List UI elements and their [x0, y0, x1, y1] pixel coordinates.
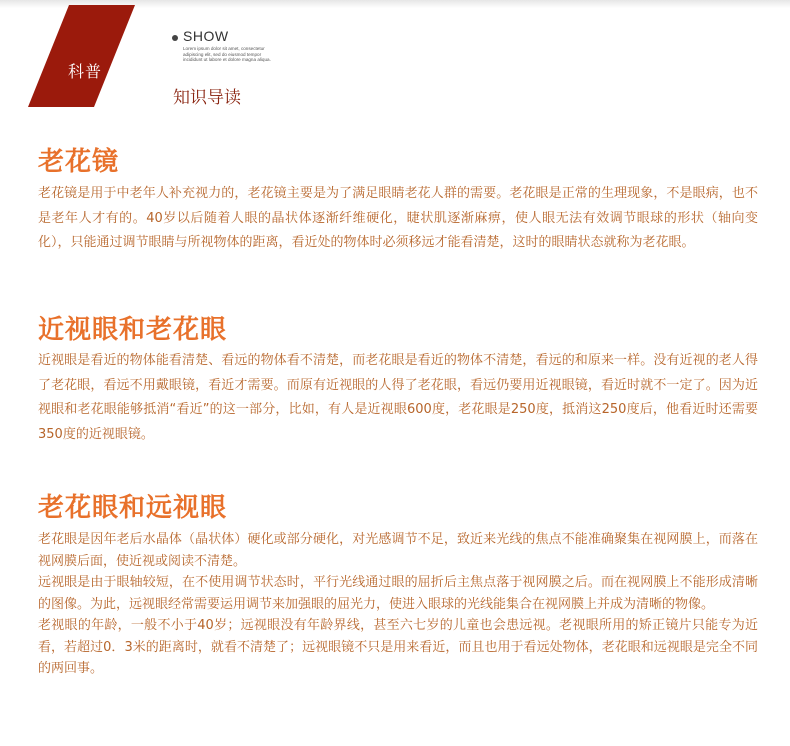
section-title: 老花眼和远视眼 [38, 493, 228, 523]
section-reading-glasses [38, 145, 758, 256]
bullet-dot-icon [172, 35, 178, 41]
lorem-caption: Lorem ipsum dolor sit amet, consectetur adipiscing elit, sed do eiusmod tempor incididunt ut labore et dolore magna aliqua. [183, 46, 271, 62]
section-paragraph: 老视眼的年龄，一般不小于40岁；远视眼没有年龄界线，甚至六七岁的儿童也会患远视。老视眼所用的矫正镜片只能专为近看，若超过0．3米的距离时，就看不清楚了；远视眼镜不只是用来看近，而且也用于看远处物体，老花眼和远视眼是完全不同的两回事。 [38, 618, 758, 676]
section-subtitle: 知识导读 [173, 88, 241, 108]
category-tag [28, 5, 135, 107]
show-label: SHOW [183, 28, 229, 44]
section-title: 老花镜 [38, 147, 120, 177]
section-paragraph: 老花眼是因年老后水晶体（晶状体）硬化或部分硬化，对光感调节不足，致近来光线的焦点不能准确聚集在视网膜上，而落在视网膜后面，使近视或阅读不清楚。 [38, 532, 758, 569]
section-presbyopia-hyperopia [38, 491, 758, 680]
category-tag-label: 科普 [68, 62, 103, 81]
header [0, 0, 790, 120]
section-myopia-presbyopia [38, 313, 758, 447]
section-paragraph: 老花镜是用于中老年人补充视力的，老花镜主要是为了满足眼睛老花人群的需要。老花眼是正常的生理现象，不是眼病，也不是老年人才有的。40岁以后随着人眼的晶状体逐渐纤维硬化，睫状肌逐渐麻痹，使人眼无法有效调节眼球的形状（轴向变化），只能通过调节眼睛与所视物体的距离，看近处的物体时必须移远才能看清楚，这时的眼睛状态就称为老花眼。 [38, 186, 758, 250]
section-title: 近视眼和老花眼 [38, 315, 228, 345]
section-paragraph: 近视眼是看近的物体能看清楚、看远的物体看不清楚，而老花眼是看近的物体不清楚，看远的和原来一样。没有近视的老人得了老花眼，看远不用戴眼镜，看近才需要。而原有近视眼的人得了老花眼，看远仍要用近视眼镜，看近时就不一定了。因为近视眼和老花眼能够抵消“看近”的这一部分，比如，有人是近视眼600度，老花眼是250度，抵消这250度后，他看近时还需要350度的近视眼镜。 [38, 353, 758, 442]
section-paragraph: 远视眼是由于眼轴较短，在不使用调节状态时，平行光线通过眼的屈折后主焦点落于视网膜之后。而在视网膜上不能形成清晰的图像。为此，远视眼经常需要运用调节来加强眼的屈光力，使进入眼球的光线能集合在视网膜上并成为清晰的物像。 [38, 575, 758, 612]
